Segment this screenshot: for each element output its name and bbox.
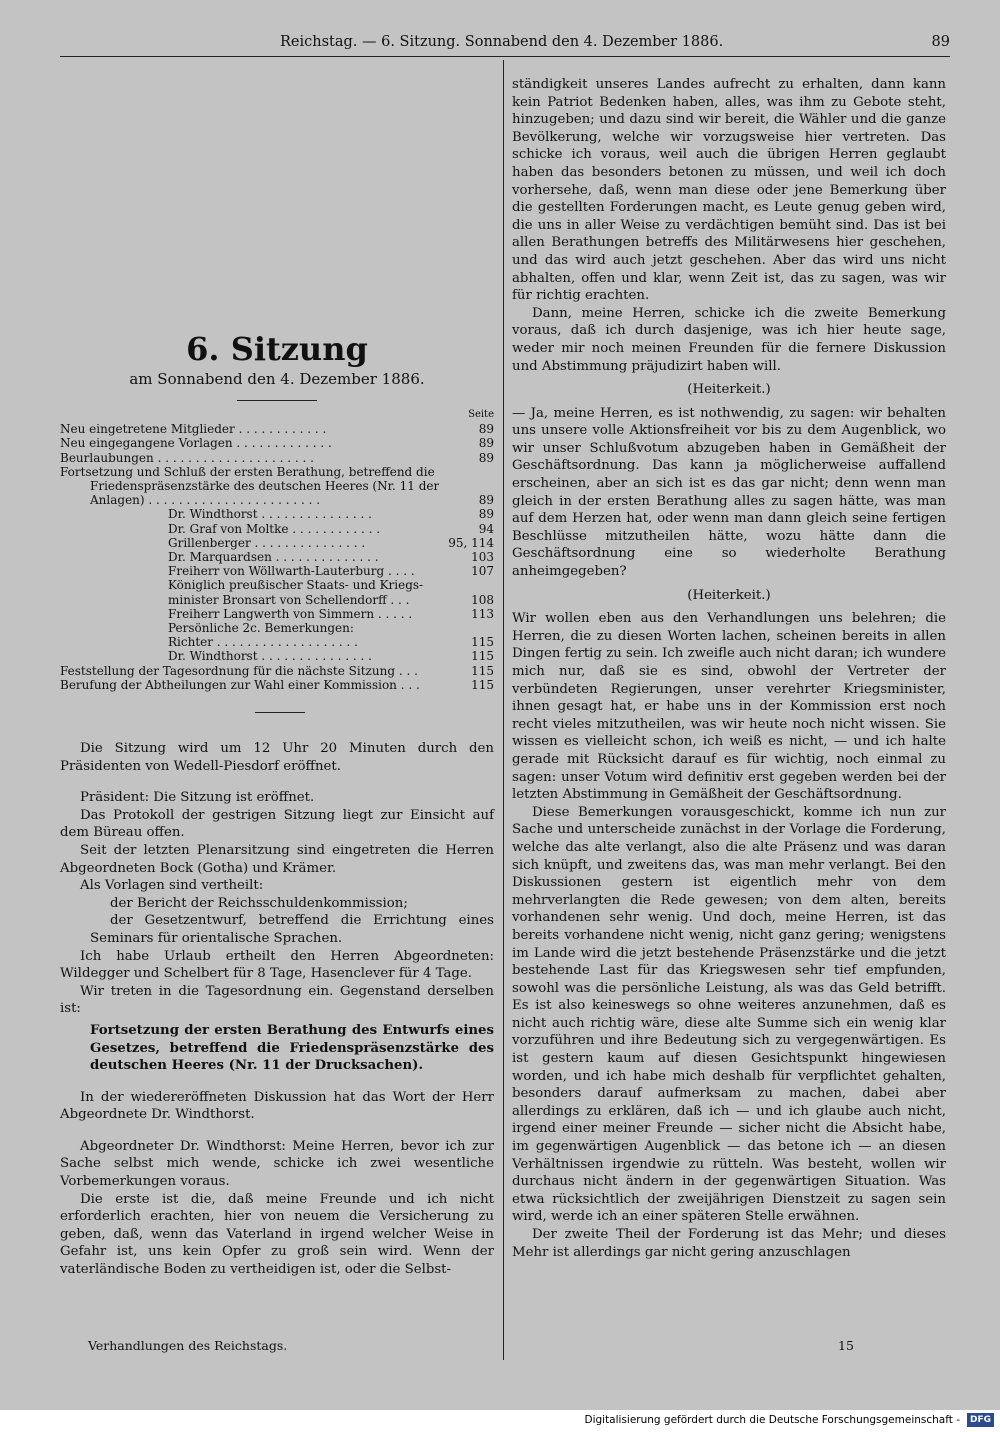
- body-paragraph: Der zweite Theil der Forderung ist das Mehr; und dieses Mehr ist allerdings gar nicht gering anzuschlagen: [512, 1227, 946, 1260]
- body-paragraph: Diese Bemerkungen vorausgeschickt, komme ich nun zur Sache und unterscheide zunächst in der Vorlage die Forderung, welche das alte verlangt, also die alte Präsenz und was daran sich knüpft, und zweitens das, was man mehr verlangt. Bei den Diskussionen gestern ist eigentlich mehr von dem mehrverlangten die Rede gewesen; von dem alten, bereits vorhandenen sehr wenig. Und doch, meine Herren, ist das bereits vorhandene nicht wenig, nicht ganz gering; wenigstens im Lande wird die jetzt bestehende Präsenzstärke und die jetzt bestehende Last für das Kriegswesen sehr tief empfunden, sowohl was die persönliche Leistung, als was das Geld betrifft. Es ist also keineswegs so ohne weiteres anzunehmen, daß es nicht auch richtig wäre, diese alte Summe sich ein wenig klar vorzuführen und ihre Bedeutung sich zu vergegenwärtigen. Es ist gestern kaum auf diesen Gesichtspunkt hingewiesen worden, und ich habe mich deshalb für verpflichtet gehalten, besonders darauf aufmerksam zu machen, dabei aber allerdings zu erklären, daß ich — und ich glaube auch nicht, irgend einer meiner Freunde — sicher nicht die Absicht habe, im gegenwärtigen Augenblick — das betone ich — an diesen Verhältnissen irgendwie zu rütteln. Was besteht, wollen wir durchaus nicht ändern in der gegenwärtigen Situation. Was etwa rücksichtlich der zweijährigen Dienstzeit zu sagen sein wird, werde ich an einer späteren Stelle erwähnen.: [512, 804, 946, 1225]
- body-paragraph: Fortsetzung der ersten Berathung des Entwurfs eines Gesetzes, betreffend die Friedenspräsenzstärke des deutschen Heeres (Nr. 11 der Drucksachen).: [90, 1022, 494, 1074]
- body-paragraph: der Gesetzentwurf, betreffend die Errichtung eines Seminars für orientalische Sprachen.: [90, 913, 494, 946]
- digitization-strip: [0, 1410, 1000, 1432]
- running-title: Reichstag. — 6. Sitzung. Sonnabend den 4. Dezember 1886.: [280, 34, 724, 50]
- toc-entry-label: Dr. Graf von Moltke . . . . . . . . . . . .: [168, 521, 381, 536]
- toc-entry-page: 115: [471, 635, 494, 650]
- toc-row: [60, 507, 494, 521]
- body-paragraph: Wir wollen eben aus den Verhandlungen uns belehren; die Herren, die zu diesen Worten lachen, scheinen bereits in allen Dingen fertig zu sein. Ich zweifle auch nicht daran; ich wundere mich nur, daß sie es sind, obwohl der Vertreter der verbündeten Regierungen, unser verehrter Kriegsminister, ihnen gesagt hat, er habe uns in der Kommission erst noch recht vieles mitzutheilen, was wir heute noch nicht wissen. Sie wissen es vielleicht schon, ich weiß es nicht, — und ich halte gerade mit Rücksicht darauf es für wichtig, noch einmal zu sagen: unser Votum wird definitiv erst gegeben werden bei der letzten Abstimmung in Gemäßheit der Geschäftsordnung.: [512, 611, 946, 803]
- body-paragraph: Die Sitzung wird um 12 Uhr 20 Minuten durch den Präsidenten von Wedell-Piesdorf eröffnet.: [60, 741, 494, 774]
- toc-row: [60, 649, 494, 663]
- body-paragraph: Als Vorlagen sind vertheilt:: [80, 878, 264, 894]
- toc-row: [60, 678, 494, 692]
- toc-entry-page: 89: [478, 422, 494, 437]
- session-title: 6. Sitzung: [186, 330, 368, 368]
- toc-entry-page: [488, 578, 494, 592]
- toc-row: [60, 550, 494, 564]
- toc-entry-label: Anlagen) . . . . . . . . . . . . . . . . . . . . . . .: [90, 493, 321, 508]
- body-paragraph: Die erste ist die, daß meine Freunde und ich nicht erforderlich erachten, hier von neuem die Versicherung zu geben, daß, wenn das Vaterland in irgend welcher Weise in Gefahr ist, uns kein Opfer zu groß sein wird. Wenn der vaterländische Boden zu vertheidigen ist, oder die Selbst-: [60, 1191, 494, 1278]
- toc-entry-page: 115: [471, 677, 494, 692]
- toc-page-label: Seite: [468, 409, 494, 420]
- toc-entry-label: Freiherr Langwerth von Simmern . . . . .: [168, 606, 413, 621]
- toc-row: [60, 536, 494, 550]
- column-divider: [503, 60, 504, 1360]
- toc-entry-label: Beurlaubungen . . . . . . . . . . . . . . . . . . . . .: [60, 450, 314, 465]
- body-paragraph: Das Protokoll der gestrigen Sitzung liegt zur Einsicht auf dem Büreau offen.: [60, 807, 494, 841]
- title-rule: [237, 400, 317, 401]
- toc-entry-label: Grillenberger . . . . . . . . . . . . . . .: [168, 535, 366, 550]
- toc-entry-page: 115: [471, 649, 494, 664]
- toc-row: [60, 436, 494, 450]
- body-paragraph: In der wiedereröffneten Diskussion hat das Wort der Herr Abgeordnete Dr. Windthorst.: [60, 1089, 494, 1123]
- toc-entry-page: 113: [471, 606, 494, 621]
- toc-entry-page: 89: [478, 507, 494, 522]
- body-paragraph: Wir treten in die Tagesordnung ein. Gegenstand derselben ist:: [60, 983, 494, 1017]
- body-paragraph: — Ja, meine Herren, es ist nothwendig, zu sagen: wir behalten uns unsere volle Aktionsfreiheit vor bis zu dem Augenblick, wo wir unser Schlußvotum abzugeben haben in Gemäßheit der Geschäftsordnung. Das kann ja möglicherweise auffallend erscheinen, aber an sich ist es das gar nicht; denn wenn man gleich in der ersten Berathung alles zu sagen hätte, was man auf dem Herzen hat, oder wenn man dann gleich seine fertigen Beschlüsse mitzutheilen hätte, wozu hätte dann die Geschäftsordnung eine so wiederholte Berathung anheimgegeben?: [512, 405, 946, 580]
- page-number: 89: [931, 34, 950, 50]
- toc-entry-label: Königlich preußischer Staats- und Kriegs-: [168, 578, 424, 593]
- toc-rule: [255, 712, 305, 713]
- toc-row: [60, 564, 494, 578]
- toc-entry-page: 94: [478, 521, 494, 536]
- toc-row: [60, 664, 494, 678]
- toc-entry-page: 89: [478, 436, 494, 451]
- left-column-text: [60, 740, 494, 1279]
- body-paragraph: Seit der letzten Plenarsitzung sind eingetreten die Herren Abgeordneten Bock (Gotha) und Krämer.: [60, 842, 494, 876]
- toc-row: [60, 578, 494, 592]
- body-paragraph: (Heiterkeit.): [687, 587, 771, 603]
- toc-entry-label: Neu eingetretene Mitglieder . . . . . . . . . . . .: [60, 422, 327, 437]
- body-paragraph: Dann, meine Herren, schicke ich die zweite Bemerkung voraus, daß ich durch dasjenige, was ich hier heute sage, weder mir noch meinen Freunden für die fernere Diskussion und Abstimmung präjudizirt haben will.: [512, 305, 946, 374]
- body-paragraph: Abgeordneter Dr. Windthorst: Meine Herren, bevor ich zur Sache selbst mich wende, schicke ich zwei wesentliche Vorbemerkungen voraus.: [60, 1138, 494, 1190]
- toc-entry-page: 108: [471, 592, 494, 607]
- toc-row: [60, 593, 494, 607]
- toc-entry-label: Dr. Windthorst . . . . . . . . . . . . . . .: [168, 649, 372, 664]
- toc-entry-label: minister Bronsart von Schellendorff . . .: [168, 592, 410, 607]
- body-paragraph: Präsident: Die Sitzung ist eröffnet.: [80, 790, 315, 806]
- toc-entry-label: Persönliche 2c. Bemerkungen:: [168, 621, 354, 636]
- signature-mark: 15: [838, 1338, 854, 1353]
- right-column-text: [512, 76, 946, 1261]
- toc-row: [60, 493, 494, 507]
- toc-entry-label: Feststellung der Tagesordnung für die nächste Sitzung . . .: [60, 663, 418, 678]
- toc-entry-label: Dr. Windthorst . . . . . . . . . . . . . . .: [168, 507, 372, 522]
- toc-row: [60, 465, 494, 479]
- session-subtitle: am Sonnabend den 4. Dezember 1886.: [129, 370, 425, 388]
- toc-entry-label: Berufung der Abtheilungen zur Wahl einer Kommission . . .: [60, 677, 420, 692]
- toc-entry-page: [488, 479, 494, 493]
- toc-entry-label: Friedenspräsenzstärke des deutschen Heeres (Nr. 11 der: [90, 479, 440, 494]
- toc-row: [60, 479, 494, 493]
- toc-row: [60, 635, 494, 649]
- body-paragraph: ständigkeit unseres Landes aufrecht zu erhalten, dann kann kein Patriot Bedenken haben, alles, was ihm zu Gebote steht, hinzugeben; und dazu sind wir bereit, die Wähler und die ganze Bevölkerung, welche wir vorzugsweise hier vertreten. Das schicke ich voraus, weil auch die übrigen Herren geglaubt haben das besonders betonen zu müssen, und weil ich doch vorhersehe, daß, wenn man diese oder jene Bemerkung über die gestellten Forderungen macht, es Leute genug geben wird, die uns in aller Weise zu verdächtigen bemüht sind. Das ist bei allen Berathungen betreffs des Militärwesens hier geschehen, und das wird auch jetzt geschehen. Aber das wird uns nicht abhalten, offen und klar, wenn Zeit ist, das zu sagen, was wir für richtig erachten.: [512, 77, 946, 304]
- toc-row: [60, 621, 494, 635]
- toc-entry-label: Dr. Marquardsen . . . . . . . . . . . . . .: [168, 550, 379, 565]
- toc-entry-page: 103: [471, 550, 494, 565]
- body-paragraph: der Bericht der Reichsschuldenkommission;: [110, 895, 408, 911]
- toc-entry-label: Neu eingegangene Vorlagen . . . . . . . . . . . . .: [60, 436, 332, 451]
- toc-row: [60, 522, 494, 536]
- toc-entry-page: 89: [478, 493, 494, 508]
- running-header: [60, 30, 950, 57]
- toc-entry-label: Freiherr von Wöllwarth-Lauterburg . . . .: [168, 564, 415, 579]
- dfg-logo: DFG: [967, 1413, 994, 1427]
- toc-entry-page: 107: [471, 564, 494, 579]
- toc-entry-label: Richter . . . . . . . . . . . . . . . . . . .: [168, 635, 358, 650]
- toc-entry-label: Fortsetzung und Schluß der ersten Berathung, betreffend die: [60, 464, 435, 479]
- toc-entry-page: 115: [471, 663, 494, 678]
- toc-entry-page: [488, 621, 494, 635]
- body-paragraph: (Heiterkeit.): [687, 382, 771, 398]
- toc-row: [60, 451, 494, 465]
- toc-row: [60, 607, 494, 621]
- body-paragraph: Ich habe Urlaub ertheilt den Herren Abgeordneten: Wildegger und Schelbert für 8 Tage, Hasenclever für 4 Tage.: [60, 948, 494, 982]
- toc-entry-page: [488, 465, 494, 479]
- toc-row: [60, 422, 494, 436]
- toc-entry-page: 95, 114: [448, 535, 494, 550]
- table-of-contents: [60, 408, 494, 692]
- funding-note: Digitalisierung gefördert durch die Deutsche Forschungsgemeinschaft -: [584, 1414, 960, 1426]
- toc-entry-page: 89: [478, 450, 494, 465]
- footer-source: Verhandlungen des Reichstags.: [88, 1338, 288, 1353]
